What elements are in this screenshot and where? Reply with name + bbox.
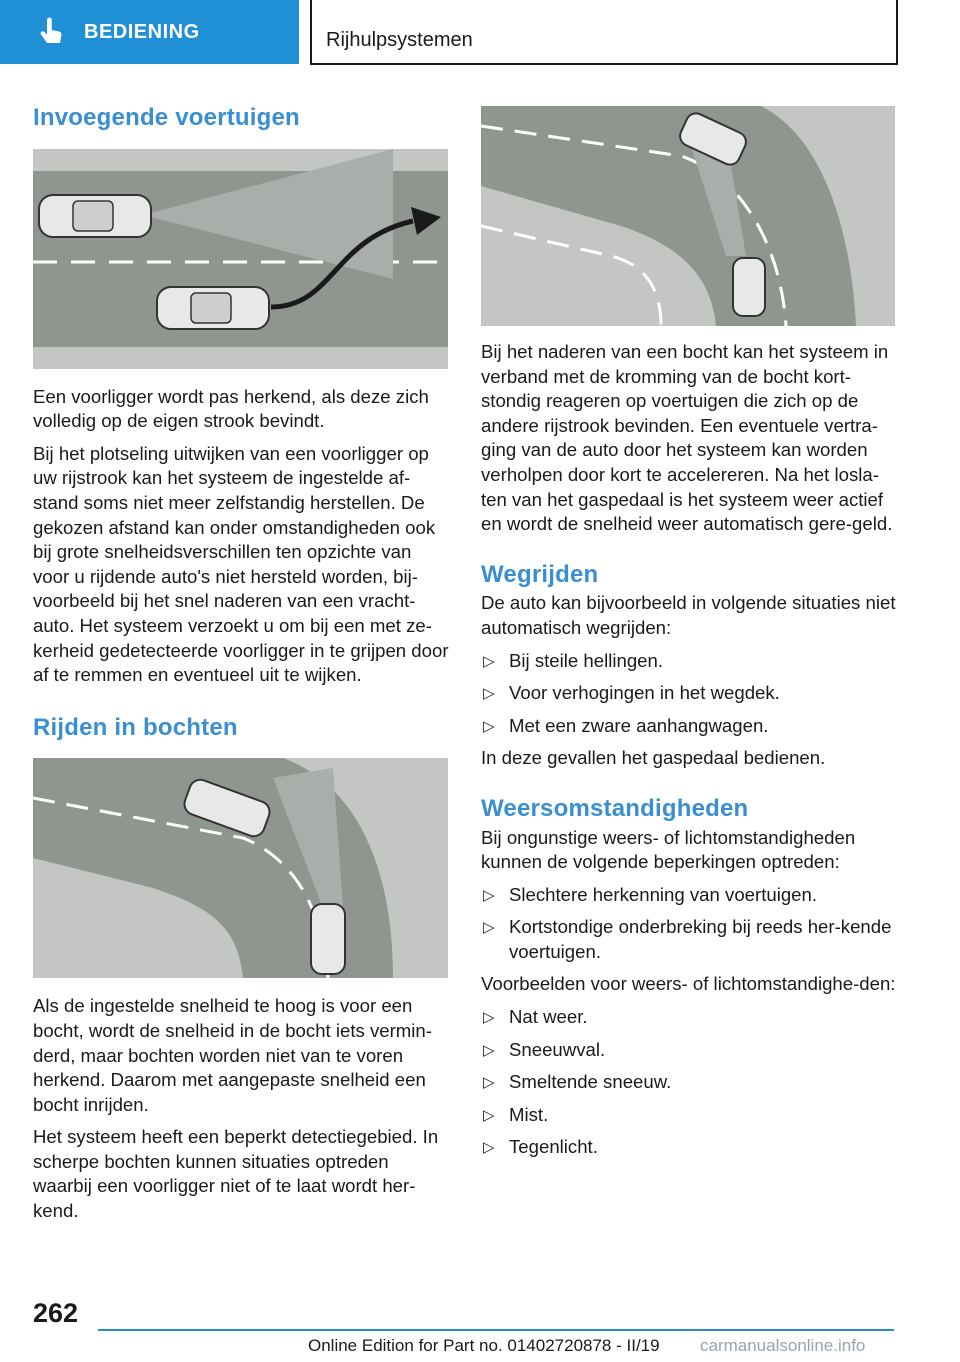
paragraph: De auto kan bijvoorbeeld in volgende situaties niet automatisch wegrijden: (481, 592, 896, 638)
bullet-triangle-icon: ▷ (483, 652, 495, 670)
bullet-triangle-icon: ▷ (483, 1074, 495, 1092)
list-item: ▷ Bij steile hellingen. (481, 649, 897, 674)
own-car (311, 904, 345, 974)
list-item: ▷ Voor verhogingen in het wegdek. (481, 681, 897, 706)
list-item: ▷ Slechtere herkenning van voertuigen. (481, 883, 897, 908)
paragraph: Het systeem heeft een beperkt detectiegebied. In scherpe bochten kunnen situaties optreden waarbij een voorligger niet of te laat wordt her-kend. (33, 1126, 439, 1222)
figure-merging-vehicle (33, 149, 448, 369)
right-column (481, 106, 897, 1168)
section-tab[interactable] (0, 0, 299, 64)
list-item: ▷ Nat weer. (481, 1005, 897, 1030)
own-car (157, 287, 269, 329)
heading-weersomstandigheden: Weersomstandigheden (481, 794, 749, 822)
chapter-label: Rijhulpsystemen (326, 29, 473, 51)
bullet-triangle-icon: ▷ (483, 886, 495, 904)
list-item: ▷ Sneeuwval. (481, 1038, 897, 1063)
paragraph: In deze gevallen het gaspedaal bedienen. (481, 747, 826, 769)
list-item: ▷ Smeltende sneeuw. (481, 1070, 897, 1095)
bullet-triangle-icon: ▷ (483, 1009, 495, 1027)
list-weersomstandigheden (481, 883, 897, 965)
section-label: BEDIENING (84, 20, 200, 43)
bullet-triangle-icon: ▷ (483, 919, 495, 937)
list-wegrijden (481, 649, 897, 739)
footer-divider (98, 1329, 894, 1331)
paragraph: Een voorligger wordt pas herkend, als deze zich volledig op de eigen strook bevindt. (33, 385, 429, 432)
paragraph: Bij ongunstige weers- of lichtomstandigheden kunnen de volgende beperkingen optreden: (481, 826, 856, 873)
bullet-triangle-icon: ▷ (483, 1139, 495, 1157)
heading-invoegende-voertuigen: Invoegende voertuigen (33, 104, 300, 131)
figure-curve-driving (33, 758, 448, 978)
paragraph: Bij het plotseling uitwijken van een voorligger op uw rijstrook kan het systeem de ingestelde af-stand soms niet meer zelfstandig herstellen. De gekozen afstand kan onder omstandigheden ook bij grote snelheidsverschillen ten opzichte van voor u rijdende auto's niet hersteld worden, bij-voorbeeld bij het snel naderen van een vracht-auto. Het systeem verzoekt u om bij een met ze-kerheid gedetecteerde voorligger in te grijpen door af te remmen en eventueel uit te wijken. (33, 442, 449, 686)
heading-wegrijden: Wegrijden (481, 560, 599, 588)
list-item: ▷ Kortstondige onderbreking bij reeds her-kende voertuigen. (483, 916, 892, 962)
bullet-triangle-icon: ▷ (483, 717, 495, 735)
bullet-triangle-icon: ▷ (483, 1041, 495, 1059)
heading-rijden-in-bochten: Rijden in bochten (33, 713, 238, 741)
list-item: ▷ Mist. (481, 1103, 897, 1128)
watermark: carmanualsonline.info (700, 1336, 866, 1355)
hand-pointer-icon (34, 15, 68, 49)
list-voorbeelden (481, 1005, 897, 1160)
figure-curve-other-lane (481, 106, 895, 326)
lead-car (39, 195, 151, 237)
paragraph: Als de ingestelde snelheid te hoog is voor een bocht, wordt de snelheid in de bocht iets vermin-derd, maar bochten worden niet van te voren herkend. Daarom met aangepaste snelheid een bocht inrijden. (33, 995, 432, 1115)
own-car (733, 258, 765, 316)
page-number: 262 (33, 1298, 79, 1328)
edition-text: Online Edition for Part no. 01402720878 - II/19 (308, 1336, 660, 1355)
bullet-triangle-icon: ▷ (483, 685, 495, 703)
bullet-triangle-icon: ▷ (483, 1106, 495, 1124)
list-item: ▷ Tegenlicht. (481, 1135, 897, 1160)
paragraph: Voorbeelden voor weers- of lichtomstandighe-den: (481, 973, 896, 995)
left-column (33, 106, 449, 1232)
chapter-header (310, 0, 898, 65)
list-item: ▷ Met een zware aanhangwagen. (481, 714, 897, 739)
paragraph: Bij het naderen van een bocht kan het systeem in verband met de kromming van de bocht kort-stondig reageren op voertuigen die zich op de andere rijstrook bevinden. Een eventuele vertra-ging van de auto door het systeem kan worden verholpen door kort te accelereren. Na het losla-ten van het gaspedaal is het systeem weer actief en wordt de snelheid weer automatisch gere-geld. (481, 341, 893, 535)
